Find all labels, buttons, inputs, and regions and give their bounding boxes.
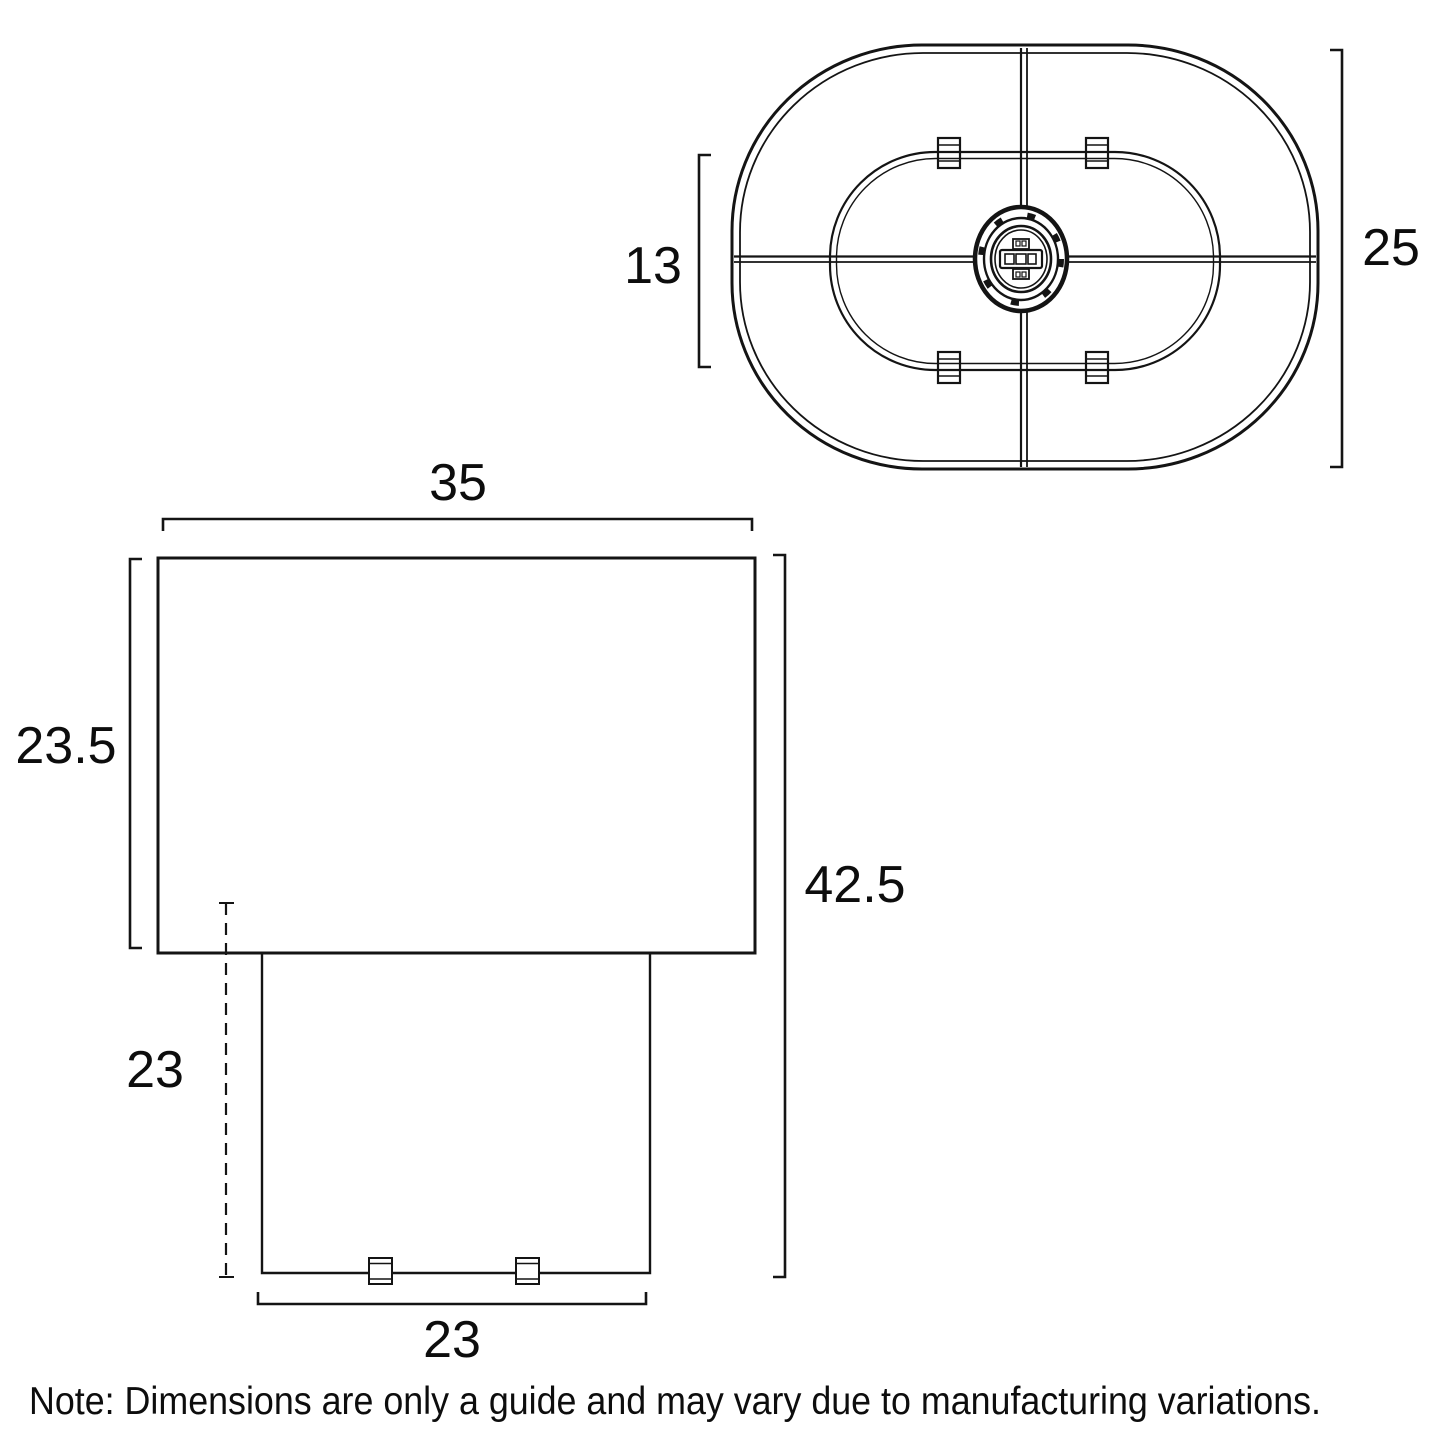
dim-label-23-left: 23 xyxy=(126,1041,184,1099)
front-view-base xyxy=(262,953,650,1273)
footnote-text: Note: Dimensions are only a guide and may vary due to manufacturing variations. xyxy=(29,1380,1321,1423)
top-view xyxy=(699,45,1342,469)
dim-label-35: 35 xyxy=(429,454,487,512)
lamp-socket-icon xyxy=(975,207,1067,311)
dim-bracket-23-bottom xyxy=(258,1292,646,1304)
base-foot-left xyxy=(369,1258,392,1284)
dim-label-13: 13 xyxy=(624,237,682,295)
dim-bracket-42-5 xyxy=(773,555,785,1277)
shade-clip-bottom-right xyxy=(1086,352,1108,383)
shade-clip-bottom-left xyxy=(938,352,960,383)
dim-label-25: 25 xyxy=(1362,219,1420,277)
dim-bracket-35 xyxy=(163,519,752,531)
dim-bracket-23-5 xyxy=(130,559,142,948)
front-view-shade xyxy=(158,558,755,953)
dim-dashed-line-23 xyxy=(219,903,234,1277)
dim-label-23-bottom: 23 xyxy=(423,1311,481,1369)
base-foot-right xyxy=(516,1258,539,1284)
front-view xyxy=(130,519,785,1304)
dim-label-42-5: 42.5 xyxy=(804,856,906,914)
dim-label-23-5: 23.5 xyxy=(15,717,117,775)
dim-bracket-25 xyxy=(1330,50,1342,467)
dimension-labels xyxy=(15,219,1420,1369)
dim-bracket-13 xyxy=(699,155,711,367)
